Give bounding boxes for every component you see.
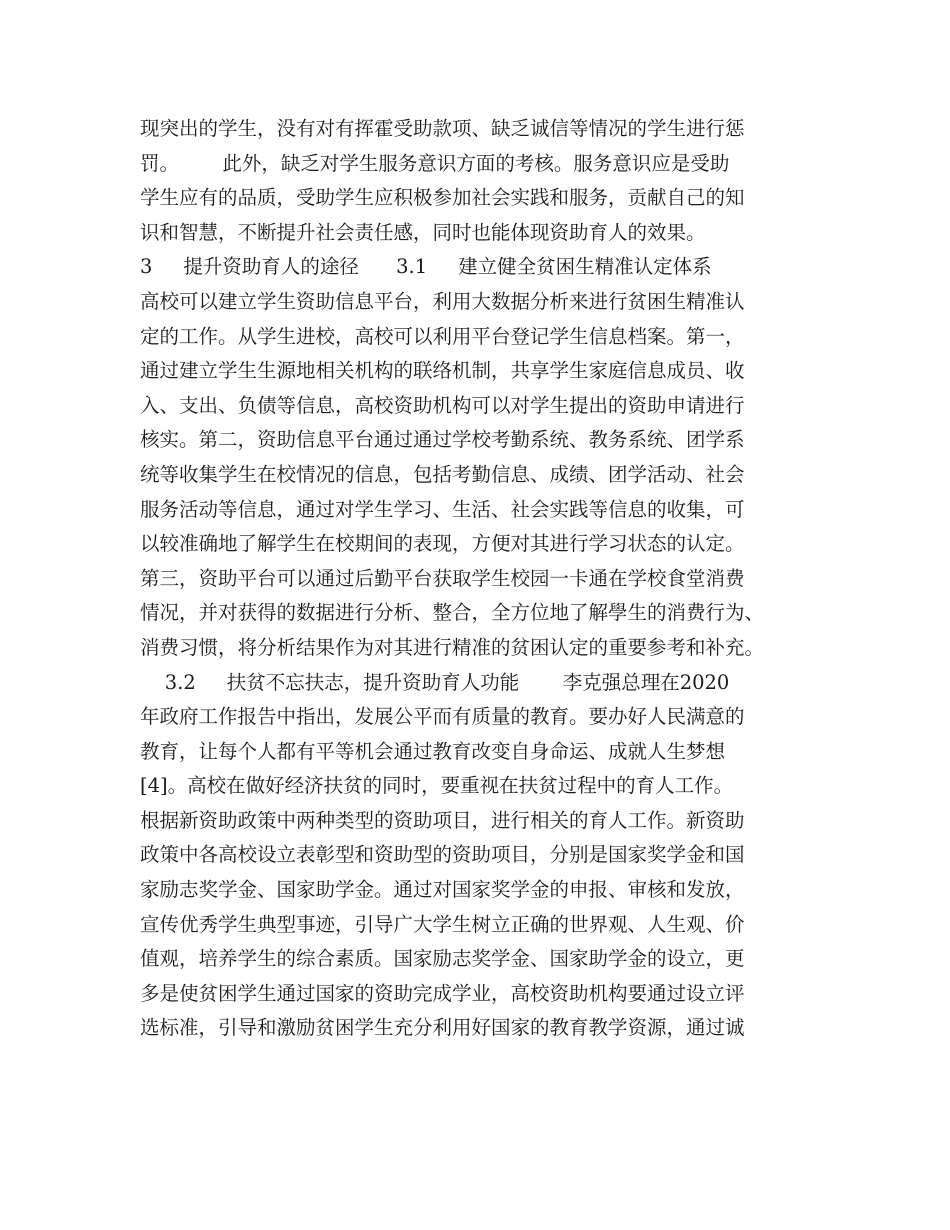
- text-line-24: 宣传优秀学生典型事迹，引导广大学生树立正确的世界观、人生观、价: [140, 912, 745, 936]
- text-line-9: 入、支出、负债等信息，高校资助机构可以对学生提出的资助申请进行: [140, 393, 745, 417]
- text-line-13: 以较准确地了解学生在校期间的表现，方便对其进行学习状态的认定。: [140, 532, 745, 556]
- text-line-12: 服务活动等信息，通过对学生学习、生活、社会实践等信息的收集，可: [140, 497, 745, 521]
- text-line-8: 通过建立学生生源地相关机构的联络机制，共享学生家庭信息成员、收: [140, 359, 745, 383]
- text-line-14: 第三，资助平台可以通过后勤平台获取学生校园一卡通在学校食堂消费: [140, 566, 745, 590]
- text-line-6: 高校可以建立学生资助信息平台，利用大数据分析来进行贫困生精准认: [140, 289, 745, 313]
- subsection-heading-line: 3.2 扶贫不忘扶志，提升资助育人功能 李克强总理在2020: [140, 670, 730, 694]
- text-line-25: 值观，培养学生的综合素质。国家励志奖学金、国家助学金的设立，更: [140, 947, 745, 971]
- section-heading-line: 3 提升资助育人的途径 3.1 建立健全贫困生精准认定体系: [140, 255, 712, 279]
- text-line-11: 统等收集学生在校情况的信息，包括考勤信息、成绩、团学活动、社会: [140, 462, 745, 486]
- text-line-2: 罚。 此外，缺乏对学生服务意识方面的考核。服务意识应是受助: [140, 151, 730, 175]
- text-line-18: 年政府工作报告中指出，发展公平而有质量的教育。要办好人民满意的: [140, 705, 745, 729]
- text-line-22: 政策中各高校设立表彰型和资助型的资助项目，分别是国家奖学金和国: [140, 843, 745, 867]
- text-line-3: 学生应有的品质，受助学生应积极参加社会实践和服务，贡献自己的知: [140, 186, 745, 210]
- body-text: [140, 112, 840, 1046]
- text-line-4: 识和智慧，不断提升社会责任感，同时也能体现资助育人的效果。: [140, 220, 706, 244]
- text-line-26: 多是使贫困学生通过国家的资助完成学业，高校资助机构要通过设立评: [140, 981, 745, 1005]
- text-line-15: 情况，并对获得的数据进行分析、整合，全方位地了解學生的消费行为、: [140, 601, 765, 625]
- text-line-27: 选标准，引导和激励贫困学生充分利用好国家的教育教学资源，通过诚: [140, 1016, 745, 1040]
- text-line-21: 根据新资助政策中两种类型的资助项目，进行相关的育人工作。新资助: [140, 808, 745, 832]
- text-line-19: 教育，让每个人都有平等机会通过教育改变自身命运、成就人生梦想: [140, 739, 726, 763]
- text-line-10: 核实。第二，资助信息平台通过通过学校考勤系统、教务系统、团学系: [140, 428, 745, 452]
- text-line-20: [4]。高校在做好经济扶贫的同时，要重视在扶贫过程中的育人工作。: [140, 774, 734, 798]
- text-line-1: 现突出的学生，没有对有挥霍受助款项、缺乏诚信等情况的学生进行惩: [140, 117, 745, 140]
- text-line-7: 定的工作。从学生进校，高校可以利用平台登记学生信息档案。第一，: [140, 324, 745, 348]
- text-line-16: 消费习惯，将分析结果作为对其进行精准的贫困认定的重要参考和补充。: [140, 635, 765, 659]
- text-line-23: 家励志奖学金、国家助学金。通过对国家奖学金的申报、审核和发放，: [140, 878, 745, 902]
